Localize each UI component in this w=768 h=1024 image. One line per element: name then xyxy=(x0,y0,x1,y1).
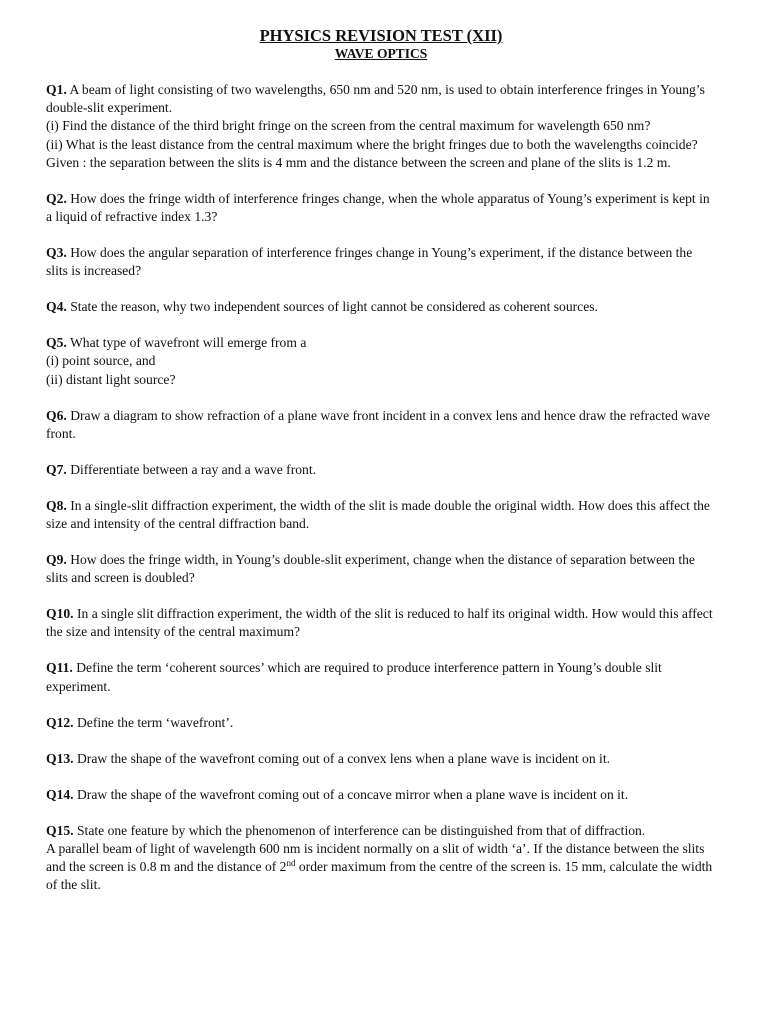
question-line xyxy=(46,822,716,840)
question-text: Differentiate between a ray and a wave front. xyxy=(70,461,317,477)
question-number: Q4. xyxy=(46,299,67,315)
question-text: In a single slit diffraction experiment, the width of the slit is reduced to half its original width. How would this affect the size and intensity of the central maximum? xyxy=(46,606,713,640)
question-text: What type of wavefront will emerge from a xyxy=(69,335,307,351)
question-number: Q2. xyxy=(46,190,67,206)
question-line xyxy=(46,786,716,804)
question-text: How does the angular separation of interference fringes change in Young’s experiment, if the distance between the slits is increased? xyxy=(46,245,693,279)
question-text: State one feature by which the phenomenon of interference can be distinguished from that of diffraction. xyxy=(76,822,646,838)
question-line xyxy=(46,334,716,352)
question-number: Q5. xyxy=(46,335,67,351)
question-item xyxy=(46,461,716,479)
question-number: Q14. xyxy=(46,786,74,802)
question-line xyxy=(46,750,716,768)
question-text: order maximum from the centre of the screen is. 15 mm, calculate the width of the slit. xyxy=(46,859,713,893)
question-number: Q9. xyxy=(46,552,67,568)
question-list xyxy=(46,81,716,894)
page-subtitle: WAVE OPTICS xyxy=(334,46,428,61)
question-text: State the reason, why two independent sources of light cannot be considered as coherent sources. xyxy=(70,299,598,315)
question-text: How does the fringe width of interference fringes change, when the whole apparatus of Young’s experiment is kept in a liquid of refractive index 1.3? xyxy=(46,190,710,225)
question-number: Q8. xyxy=(46,497,67,513)
question-text: (ii) What is the least distance from the central maximum where the bright fringes due to both the wavelengths coincide? xyxy=(46,136,698,152)
question-number: Q12. xyxy=(46,714,74,730)
question-item xyxy=(46,244,716,280)
question-number: Q7. xyxy=(46,461,67,477)
question-line xyxy=(46,714,716,732)
question-text: How does the fringe width, in Young’s double-slit experiment, change when the distance of separation between the slits and screen is doubled? xyxy=(46,552,695,586)
question-item xyxy=(46,659,716,695)
question-line xyxy=(46,407,716,443)
question-text: A parallel beam of light of wavelength 600 nm is incident normally on a slit of width ‘a’. If the distance between the slits and the screen is 0.8 m and the distance of 2 xyxy=(46,840,705,875)
question-number: Q6. xyxy=(46,407,67,423)
question-line xyxy=(46,298,716,316)
question-text: (ii) distant light source? xyxy=(46,371,176,387)
question-text: A beam of light consisting of two wavelengths, 650 nm and 520 nm, is used to obtain interference fringes in Young’s double-slit experiment. xyxy=(46,82,705,116)
question-line xyxy=(46,117,716,135)
page-title: PHYSICS REVISION TEST (XII) xyxy=(259,26,503,45)
question-item xyxy=(46,497,716,533)
question-item xyxy=(46,605,716,641)
question-number: Q15. xyxy=(46,822,74,838)
question-item xyxy=(46,190,716,226)
question-text: (i) Find the distance of the third bright fringe on the screen from the central maximum for wavelength 650 nm? xyxy=(46,118,651,134)
question-item xyxy=(46,407,716,443)
question-line xyxy=(46,497,716,533)
question-number: Q13. xyxy=(46,750,74,766)
question-item xyxy=(46,750,716,768)
question-text: Define the term ‘coherent sources’ which are required to produce interference pattern in Young’s double slit experiment. xyxy=(46,660,662,694)
question-text: (i) point source, and xyxy=(46,353,156,369)
question-line xyxy=(46,461,716,479)
question-line xyxy=(46,190,716,226)
question-line xyxy=(46,605,716,641)
question-text: Draw a diagram to show refraction of a plane wave front incident in a convex lens and hence draw the refracted wave front. xyxy=(46,407,710,441)
question-number: Q10. xyxy=(46,606,74,622)
question-text: In a single-slit diffraction experiment, the width of the slit is made double the original width. How does this affect the size and intensity of the central diffraction band. xyxy=(46,497,710,532)
question-line xyxy=(46,154,716,172)
question-line xyxy=(46,659,716,695)
question-text: Define the term ‘wavefront’. xyxy=(76,714,234,730)
question-item xyxy=(46,298,716,316)
question-line xyxy=(46,81,716,117)
question-item xyxy=(46,334,716,389)
question-number: Q3. xyxy=(46,245,67,261)
question-line xyxy=(46,371,716,389)
question-line xyxy=(46,136,716,154)
question-text: Given : the separation between the slits is 4 mm and the distance between the screen and plane of the slits is 1.2 m. xyxy=(46,154,671,170)
question-item xyxy=(46,551,716,587)
question-text: Draw the shape of the wavefront coming out of a convex lens when a plane wave is incident on it. xyxy=(76,750,610,766)
question-item xyxy=(46,786,716,804)
question-item xyxy=(46,714,716,732)
question-number: Q11. xyxy=(46,660,73,676)
question-line xyxy=(46,551,716,587)
question-item xyxy=(46,822,716,895)
ordinal-superscript: nd xyxy=(286,858,296,869)
question-line xyxy=(46,244,716,280)
question-text: Draw the shape of the wavefront coming out of a concave mirror when a plane wave is incident on it. xyxy=(76,786,629,802)
question-line xyxy=(46,840,716,895)
question-number: Q1. xyxy=(46,82,67,97)
question-item xyxy=(46,81,716,172)
question-line xyxy=(46,352,716,370)
